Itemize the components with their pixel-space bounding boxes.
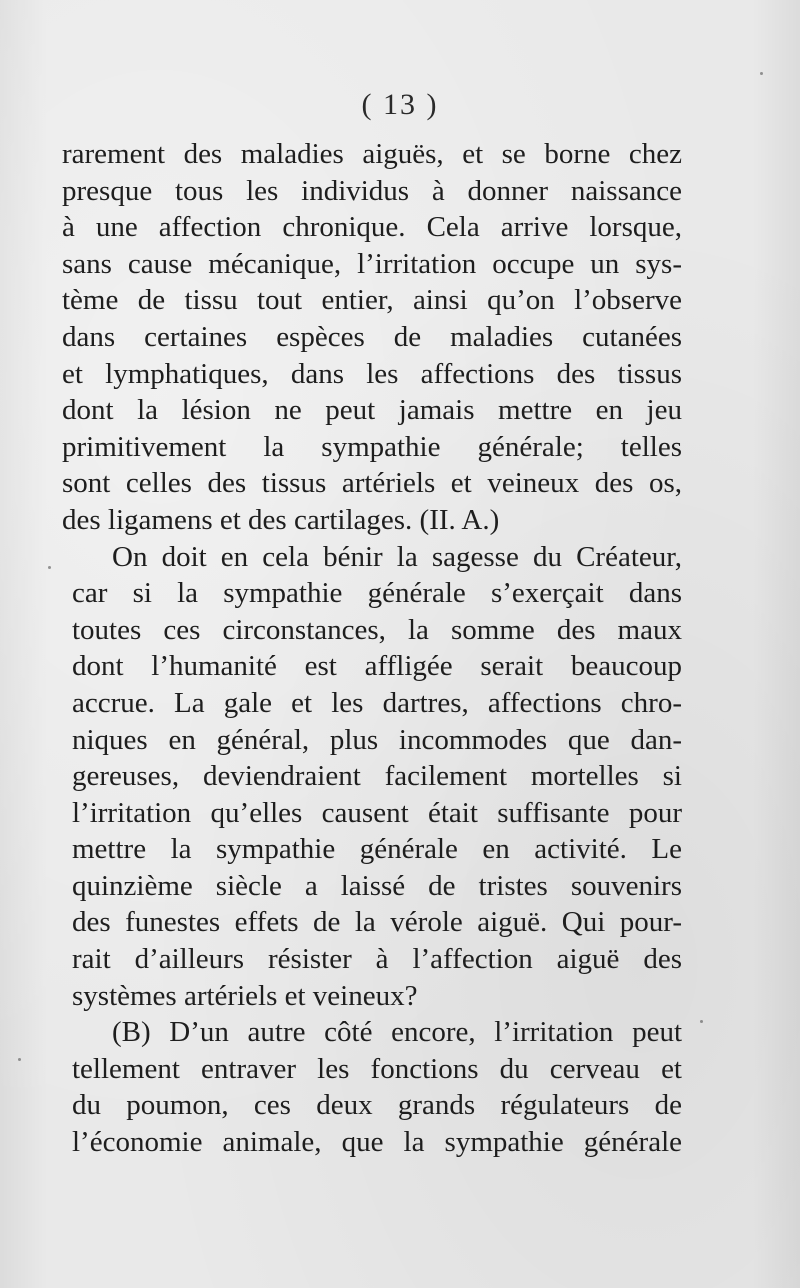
paper-speck — [18, 1058, 21, 1061]
text-line: presque tous les individus à donner naissance — [62, 174, 682, 207]
text-line: du poumon, ces deux grands régulateurs de — [72, 1089, 682, 1122]
text-line: dont l’humanité est affligée serait beaucoup — [72, 650, 682, 683]
text-line: accrue. La gale et les dartres, affections chro- — [72, 686, 682, 719]
text-line: quinzième siècle a laissé de tristes souvenirs — [72, 869, 682, 902]
text-line: l’irritation qu’elles causent était suffisante pour — [72, 796, 682, 829]
text-line: à une affection chronique. Cela arrive lorsque, — [62, 211, 682, 244]
text-line: et lymphatiques, dans les affections des tissus — [62, 357, 682, 390]
text-line: dans certaines espèces de maladies cutanées — [62, 320, 682, 353]
text-line: dont la lésion ne peut jamais mettre en jeu — [62, 394, 682, 427]
paragraph-start-line: (B) D’un autre côté encore, l’irritation peut — [112, 1016, 682, 1049]
text-line: mettre la sympathie générale en activité. Le — [72, 833, 682, 866]
text-line: systèmes artériels et veineux? — [72, 979, 418, 1012]
paper-speck — [48, 566, 51, 569]
text-line: rarement des maladies aiguës, et se borne chez — [62, 138, 682, 170]
text-line: car si la sympathie générale s’exerçait dans — [72, 577, 682, 610]
paragraph-start-line: On doit en cela bénir la sagesse du Créateur, — [112, 540, 682, 573]
text-line: tème de tissu tout entier, ainsi qu’on l’observe — [62, 284, 682, 317]
text-line: tellement entraver les fonctions du cerveau et — [72, 1052, 682, 1085]
text-line: des funestes effets de la vérole aiguë. Qui pour- — [72, 906, 682, 939]
text-line: gereuses, deviendraient facilement mortelles si — [72, 760, 682, 793]
paper-speck — [700, 1020, 703, 1023]
body-text — [62, 136, 682, 1161]
text-line: toutes ces circonstances, la somme des maux — [72, 613, 682, 646]
text-line: l’économie animale, que la sympathie générale — [72, 1126, 682, 1159]
paper-speck — [760, 72, 763, 75]
text-line: rait d’ailleurs résister à l’affection aiguë des — [72, 943, 682, 976]
text-line: sans cause mécanique, l’irritation occupe un sys- — [62, 247, 682, 280]
text-line: niques en général, plus incommodes que dan- — [72, 723, 682, 756]
text-line: sont celles des tissus artériels et veineux des os, — [62, 467, 682, 500]
page-number: ( 13 ) — [361, 88, 439, 121]
text-line: primitivement la sympathie générale; telles — [62, 430, 682, 463]
text-line: des ligamens et des cartilages. (II. A.) — [62, 503, 500, 536]
